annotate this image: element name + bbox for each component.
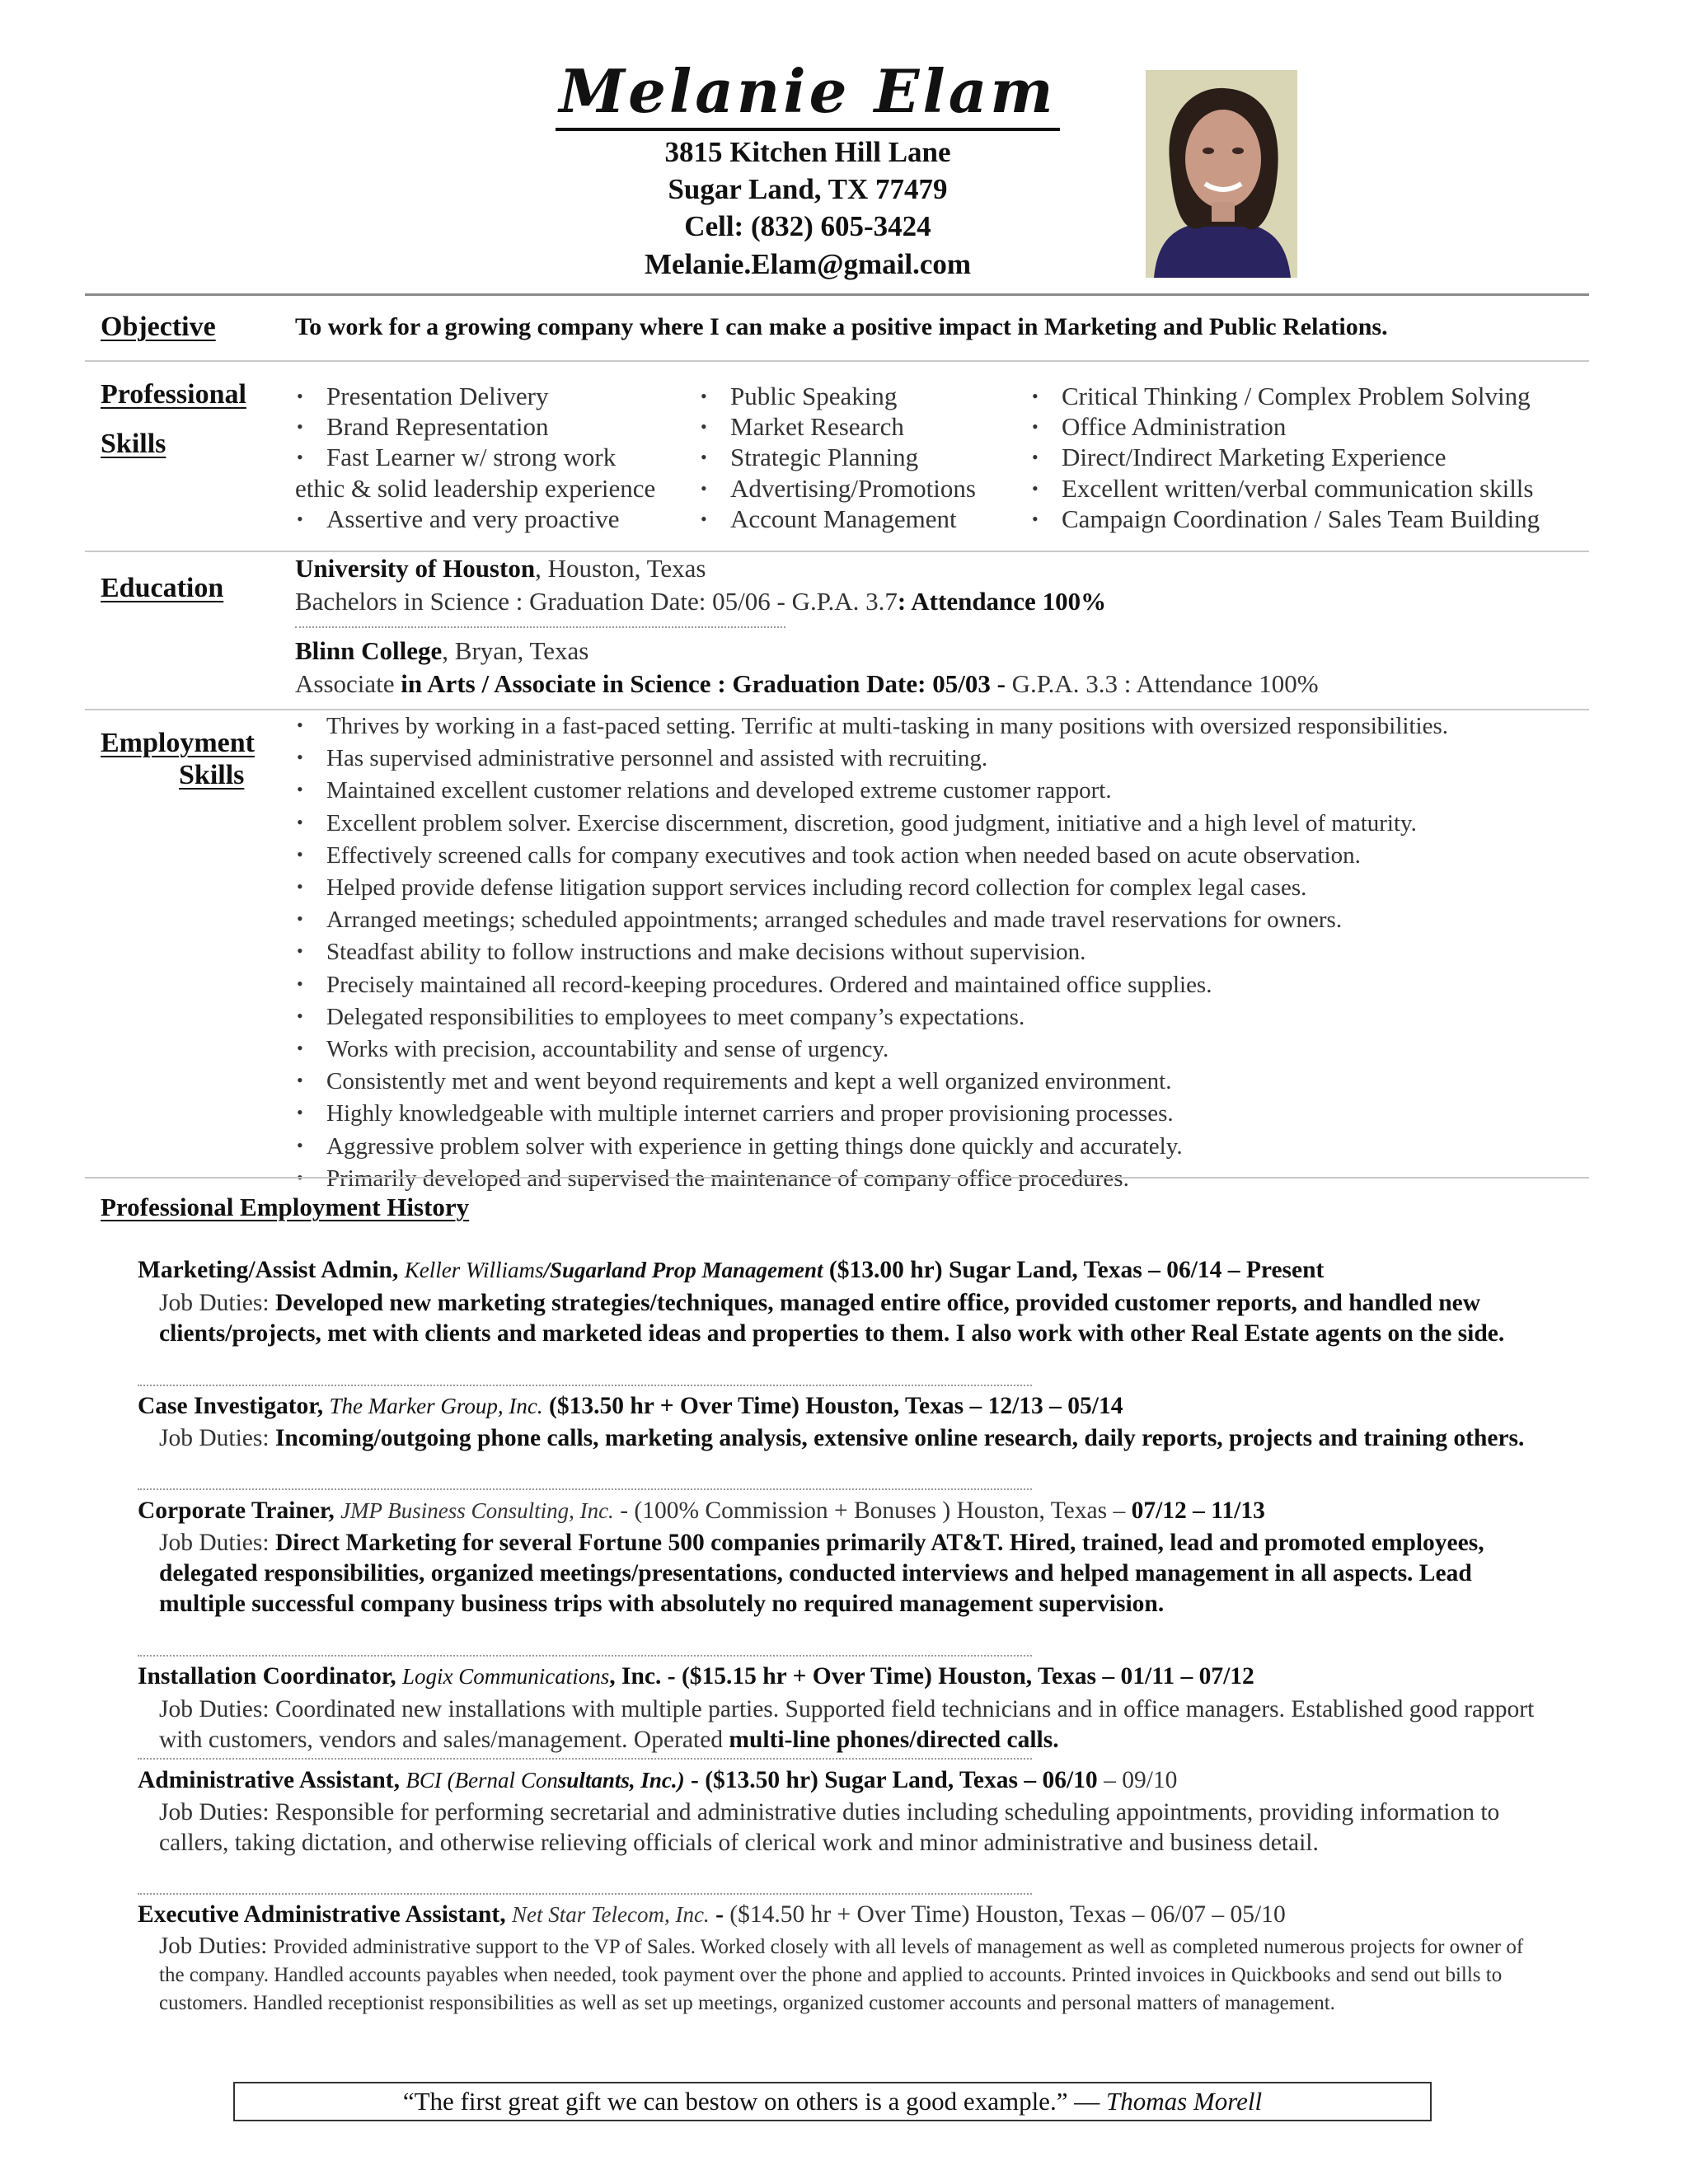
section-divider <box>85 1177 1589 1179</box>
skill-item: • Office Administration <box>1032 412 1287 442</box>
list-item: • Arranged meetings; scheduled appointments; arranged schedules and made travel reservations for owners. <box>295 903 1448 935</box>
profile-photo-image <box>1146 70 1297 278</box>
bullet-icon: • <box>701 447 707 468</box>
employment-skills-label-line2: Skills <box>179 760 245 790</box>
header-divider <box>85 293 1589 296</box>
list-item: • Helped provide defense litigation support services including record collection for complex legal cases. <box>295 871 1448 903</box>
list-item: • Aggressive problem solver with experience in getting things done quickly and accurately. <box>295 1130 1448 1162</box>
job-divider <box>138 1758 1032 1760</box>
job-heading: Administrative Assistant, BCI (Bernal Consultants, Inc.) - ($13.50 hr) Sugar Land, Texas – 06/10 – 09/10 <box>138 1767 1178 1793</box>
bullet-icon: • <box>297 715 303 735</box>
job-heading: Marketing/Assist Admin, Keller Williams/Sugarland Prop Management ($13.00 hr) Sugar Land, Texas – 06/14 – Present <box>138 1257 1325 1283</box>
skill-item: • Account Management <box>701 504 957 533</box>
objective-text: To work for a growing company where I can make a positive impact in Marketing and Public Relations. <box>295 313 1388 340</box>
job-divider <box>138 1488 1032 1490</box>
bullet-icon: • <box>701 386 707 406</box>
email: Melanie.Elam@gmail.com <box>644 248 972 280</box>
job-divider <box>138 1655 1032 1657</box>
job-heading: Case Investigator, The Marker Group, Inc. ($13.50 hr + Over Time) Houston, Texas – 12/13 – 05/14 <box>138 1393 1123 1419</box>
skill-item: • Excellent written/verbal communication skills <box>1032 473 1534 503</box>
job-heading: Corporate Trainer, JMP Business Consulting, Inc. - (100% Commission + Bonuses ) Houston, Texas – 07/12 – 11/13 <box>138 1497 1265 1524</box>
resume-name: Melanie Elam <box>0 56 1615 126</box>
bullet-icon: • <box>1032 447 1039 468</box>
skill-item: • Direct/Indirect Marketing Experience <box>1032 443 1447 472</box>
bullet-icon: • <box>297 1134 303 1155</box>
job-duties: Job Duties: Direct Marketing for several Fortune 500 companies primarily AT&T. Hired, trained, lead and promoted employees, delegated responsibilities, organized meetings/presentations, conducted interviews and helped management in all aspects. Lead multiple successful company business trips with absolutely no required management supervision. <box>159 1530 1484 1617</box>
bullet-icon: • <box>297 416 303 438</box>
bullet-icon: • <box>701 477 707 499</box>
bullet-icon: • <box>297 940 303 962</box>
professional-skills-label-line2: Skills <box>101 429 166 459</box>
profile-photo <box>1146 70 1297 278</box>
bullet-icon: • <box>297 386 303 406</box>
list-item: • Steadfast ability to follow instructions and make decisions without supervision. <box>295 935 1448 968</box>
list-item: • Highly knowledgeable with multiple internet carriers and proper provisioning processes. <box>295 1097 1448 1129</box>
education-divider <box>295 626 785 628</box>
job-duties: Job Duties: Coordinated new installations with multiple parties. Supported field technicians and in office managers. Established good rapport with customers, vendors and sales/management. Operated multi-line phones/directed calls. <box>159 1696 1535 1753</box>
bullet-icon: • <box>297 1038 303 1059</box>
skill-item: • Assertive and very proactive <box>297 504 620 533</box>
education-school-2: Blinn College, Bryan, Texas <box>295 636 589 665</box>
education-school-1: University of Houston, Houston, Texas <box>295 554 706 583</box>
objective-label: Objective <box>101 312 216 342</box>
job-duties: Job Duties: Developed new marketing strategies/techniques, managed entire office, provided customer reports, and handled new clients/projects, met with clients and marketed ideas and properties to them. I also work with other Real Estate agents on the side. <box>159 1290 1505 1347</box>
job-heading: Executive Administrative Assistant, Net Star Telecom, Inc. - ($14.50 hr + Over Time) Houston, Texas – 06/07 – 05/10 <box>138 1901 1286 1928</box>
job-divider <box>138 1385 1032 1386</box>
bullet-icon: • <box>1032 508 1039 529</box>
bullet-icon: • <box>297 972 303 994</box>
bullet-icon: • <box>297 908 303 930</box>
job-duties: Job Duties: Responsible for performing secretarial and administrative duties including scheduling appointments, providing information to callers, taking dictation, and otherwise relieving officials of clerical work and minor administrative and business detail. <box>159 1799 1500 1856</box>
bullet-icon: • <box>297 779 303 800</box>
bullet-icon: • <box>297 508 303 529</box>
skills-column-1 <box>295 381 655 534</box>
bullet-icon: • <box>701 508 707 529</box>
list-item: • Works with precision, accountability and sense of urgency. <box>295 1033 1448 1065</box>
skills-column-3 <box>1030 381 1540 534</box>
list-item: • Delegated responsibilities to employees to meet company’s expectations. <box>295 1001 1448 1033</box>
address-line-2: Sugar Land, TX 77479 <box>668 173 948 205</box>
employment-skills-list <box>295 710 1448 1194</box>
employment-history-title: Professional Employment History <box>101 1193 470 1221</box>
skill-item: • Strategic Planning <box>701 443 919 472</box>
bullet-icon: • <box>297 447 303 468</box>
bullet-icon: • <box>297 1166 303 1188</box>
skill-item: • Campaign Coordination / Sales Team Building <box>1032 504 1540 533</box>
list-item: • Thrives by working in a fast-paced setting. Terrific at multi-tasking in many positions with oversized responsibilities. <box>295 710 1448 742</box>
skill-item-continued: ethic & solid leadership experience <box>295 473 656 503</box>
education-degree-1: Bachelors in Science : Graduation Date: 05/06 - G.P.A. 3.7: Attendance 100% <box>295 587 1107 616</box>
address-line-1: 3815 Kitchen Hill Lane <box>664 136 951 168</box>
employment-skills-label: Employment <box>101 728 255 758</box>
education-label: Education <box>101 573 224 603</box>
skill-item: • Presentation Delivery <box>297 382 549 410</box>
bullet-icon: • <box>297 811 303 832</box>
skill-item: • Public Speaking <box>701 382 898 410</box>
skill-item: • Brand Representation <box>297 412 549 442</box>
bullet-icon: • <box>297 876 303 898</box>
bullet-icon: • <box>297 1005 303 1026</box>
bullet-icon: • <box>297 1070 303 1091</box>
professional-skills-label: Professional <box>101 379 246 410</box>
skill-item: • Fast Learner w/ strong work <box>297 443 617 472</box>
bullet-icon: • <box>1032 416 1039 438</box>
job-divider <box>138 1893 1032 1895</box>
list-item: • Primarily developed and supervised the maintenance of company office procedures. <box>295 1162 1448 1194</box>
bullet-icon: • <box>297 747 303 768</box>
quote-box: “The first great gift we can bestow on others is a good example.” — Thomas Morell <box>233 2082 1432 2121</box>
education-degree-2: Associate in Arts / Associate in Science : Graduation Date: 05/03 - G.P.A. 3.3 : Attendance 100% <box>295 669 1319 698</box>
skill-item: • Market Research <box>701 412 904 442</box>
job-heading: Installation Coordinator, Logix Communications, Inc. - ($15.15 hr + Over Time) Houston, Texas – 01/11 – 07/12 <box>138 1663 1254 1690</box>
list-item: • Excellent problem solver. Exercise discernment, discretion, good judgment, initiative and a high level of maturity. <box>295 807 1448 839</box>
bullet-icon: • <box>297 843 303 865</box>
bullet-icon: • <box>701 416 707 438</box>
skill-item: • Advertising/Promotions <box>701 473 976 503</box>
list-item: • Precisely maintained all record-keeping procedures. Ordered and maintained office supplies. <box>295 968 1448 1001</box>
skills-column-2 <box>699 381 976 534</box>
list-item: • Maintained excellent customer relations and developed extreme customer rapport. <box>295 774 1448 806</box>
bullet-icon: • <box>1032 477 1039 499</box>
job-duties: Job Duties: Provided administrative support to the VP of Sales. Worked closely with all levels of management as well as completed numerous projects for owner of the company. Handled accounts payables when needed, took payment over the phone and applied to accounts. Printed invoices in Quickbooks and send out bills to customers. Handled receptionist responsibilities as well as set up meetings, organized customer accounts and personal matters of management. <box>159 1933 1524 2014</box>
skill-item: • Critical Thinking / Complex Problem Solving <box>1032 382 1531 410</box>
list-item: • Consistently met and went beyond requirements and kept a well organized environment. <box>295 1065 1448 1097</box>
bullet-icon: • <box>297 1102 303 1123</box>
job-duties: Job Duties: Incoming/outgoing phone calls, marketing analysis, extensive online research, daily reports, projects and training others. <box>159 1425 1525 1451</box>
cell-phone: Cell: (832) 605-3424 <box>684 210 931 242</box>
bullet-icon: • <box>1032 386 1039 406</box>
list-item: • Effectively screened calls for company executives and took action when needed based on acute observation. <box>295 839 1448 871</box>
section-divider <box>85 360 1589 362</box>
section-divider <box>85 551 1589 552</box>
list-item: • Has supervised administrative personnel and assisted with recruiting. <box>295 742 1448 774</box>
